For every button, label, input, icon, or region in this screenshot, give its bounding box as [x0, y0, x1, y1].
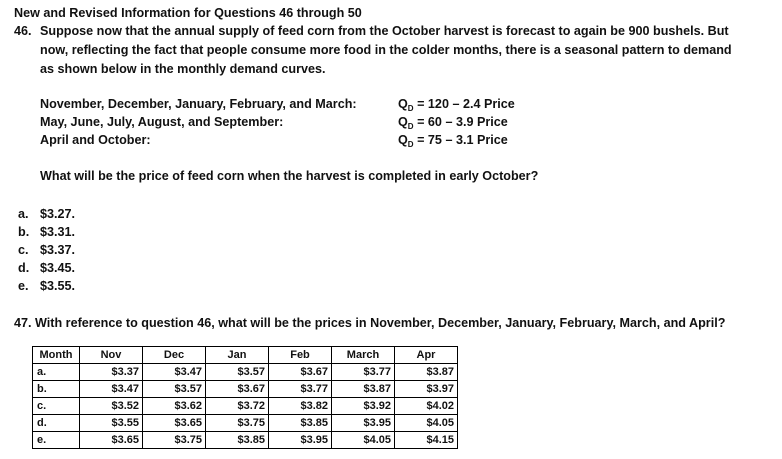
- table-cell: $3.75: [143, 432, 206, 449]
- table-cell: $4.02: [395, 398, 458, 415]
- table-row: [33, 364, 458, 381]
- choice-letter-a: a.: [18, 207, 29, 221]
- table-cell: $3.92: [332, 398, 395, 415]
- choice-text-a: $3.27.: [40, 207, 76, 221]
- question-46-line-1: Suppose now that the annual supply of feed corn from the October harvest is forecast to again be 900 bushels. But: [40, 24, 729, 38]
- table-header-row: [33, 347, 458, 364]
- question-47-text: 47. With reference to question 46, what will be the prices in November, December, January, February, March, and April?: [14, 316, 726, 330]
- question-46-line-3: as shown below in the monthly demand curves.: [40, 62, 326, 76]
- question-46-text: [40, 22, 732, 79]
- table-cell: $3.95: [269, 432, 332, 449]
- choice-text-b: $3.31.: [40, 225, 76, 239]
- column-header: Apr: [395, 347, 458, 364]
- table-cell: $3.97: [395, 381, 458, 398]
- choice-letter-e: e.: [18, 279, 29, 293]
- row-label: a.: [33, 364, 80, 381]
- row-label: c.: [33, 398, 80, 415]
- choice-letter-d: d.: [18, 261, 30, 275]
- table-cell: $3.67: [206, 381, 269, 398]
- table-row: [33, 398, 458, 415]
- row-label: e.: [33, 432, 80, 449]
- table-cell: $3.65: [80, 432, 143, 449]
- table-cell: $4.05: [332, 432, 395, 449]
- table-cell: $3.57: [206, 364, 269, 381]
- section-header: New and Revised Information for Questions 46 through 50: [14, 6, 362, 20]
- table-cell: $3.55: [80, 415, 143, 432]
- table-cell: $3.82: [269, 398, 332, 415]
- table-row: [33, 381, 458, 398]
- table-cell: $3.77: [269, 381, 332, 398]
- table-cell: $3.37: [80, 364, 143, 381]
- table-cell: $3.77: [332, 364, 395, 381]
- table-cell: $3.85: [206, 432, 269, 449]
- column-header: Jan: [206, 347, 269, 364]
- table-cell: $3.47: [143, 364, 206, 381]
- column-header: Feb: [269, 347, 332, 364]
- table-cell: $3.75: [206, 415, 269, 432]
- column-header: Month: [33, 347, 80, 364]
- table-cell: $3.47: [80, 381, 143, 398]
- table-cell: $3.95: [332, 415, 395, 432]
- demand-equation-2: $Q_D = 75 - 3.1$ Price: [398, 133, 508, 149]
- answer-table: [32, 346, 458, 449]
- choice-letter-b: b.: [18, 225, 30, 239]
- table-cell: $4.05: [395, 415, 458, 432]
- choice-text-c: $3.37.: [40, 243, 76, 257]
- table-cell: $3.57: [143, 381, 206, 398]
- table-cell: $3.67: [269, 364, 332, 381]
- table-cell: $3.85: [269, 415, 332, 432]
- table-cell: $3.87: [332, 381, 395, 398]
- question-46-line-2: now, reflecting the fact that people consume more food in the colder months, there is a seasonal pattern to demand: [40, 43, 732, 57]
- table-row: [33, 415, 458, 432]
- table-cell: $4.15: [395, 432, 458, 449]
- column-header: March: [332, 347, 395, 364]
- demand-months-0: November, December, January, February, and March:: [40, 97, 357, 111]
- question-46-prompt: What will be the price of feed corn when the harvest is completed in early October?: [40, 169, 539, 183]
- table-cell: $3.65: [143, 415, 206, 432]
- table-cell: $3.87: [395, 364, 458, 381]
- demand-months-1: May, June, July, August, and September:: [40, 115, 284, 129]
- table-row: [33, 432, 458, 449]
- demand-months-2: April and October:: [40, 133, 151, 147]
- demand-equation-1: $Q_D = 60 - 3.9$ Price: [398, 115, 508, 131]
- choice-text-d: $3.45.: [40, 261, 76, 275]
- row-label: b.: [33, 381, 80, 398]
- question-number-46: 46.: [14, 24, 32, 38]
- table-cell: $3.72: [206, 398, 269, 415]
- demand-equation-0: $Q_D = 120 - 2.4$ Price: [398, 97, 515, 113]
- column-header: Nov: [80, 347, 143, 364]
- choice-letter-c: c.: [18, 243, 29, 257]
- choice-text-e: $3.55.: [40, 279, 76, 293]
- column-header: Dec: [143, 347, 206, 364]
- row-label: d.: [33, 415, 80, 432]
- table-cell: $3.52: [80, 398, 143, 415]
- table-cell: $3.62: [143, 398, 206, 415]
